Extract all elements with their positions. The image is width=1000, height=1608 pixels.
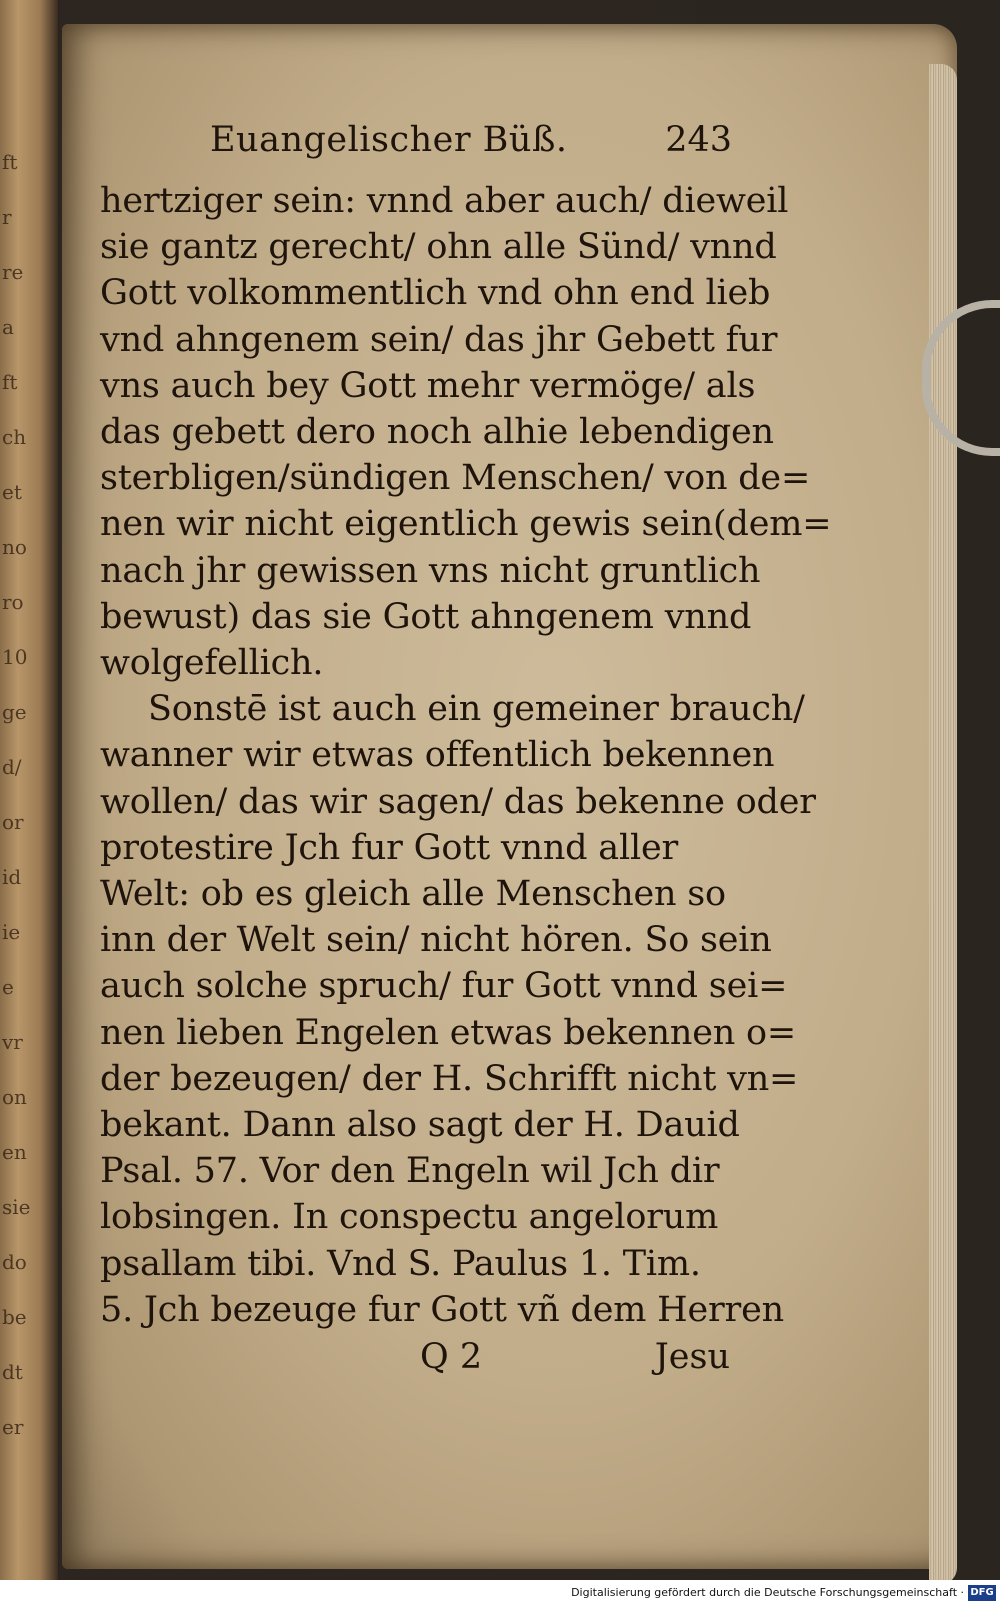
left-page-fragment: do: [2, 1250, 27, 1274]
left-page-fragment: or: [2, 810, 24, 834]
text-line: nen wir nicht eigentlich gewis sein(dem=: [100, 504, 832, 545]
text-line: wolgefellich.: [100, 643, 324, 684]
catchword: Jesu: [654, 1337, 730, 1378]
text-line: das gebett dero noch alhie lebendigen: [100, 412, 774, 453]
text-line: hertziger sein: vnnd aber auch/ dieweil: [100, 181, 789, 221]
page-foot: [100, 1337, 740, 1397]
left-page-fragment: 10: [2, 645, 28, 669]
text-line: wanner wir etwas offentlich bekennen: [100, 735, 775, 776]
running-title: Euangelischer Büß.: [210, 120, 568, 160]
left-page-fragment: ro: [2, 590, 24, 614]
left-page-fragment: ie: [2, 920, 21, 944]
left-page-fragment: d/: [2, 755, 22, 779]
text-line: vns auch bey Gott mehr vermöge/ als: [100, 365, 756, 406]
text-line: Gott volkommentlich vnd ohn end lieb: [100, 273, 771, 314]
text-line: 5. Jch bezeuge fur Gott vñ dem Herren: [100, 1289, 784, 1330]
text-line: nach jhr gewissen vns nicht gruntlich: [100, 550, 761, 591]
text-line: bewust) das sie Gott ahngenem vnnd: [100, 596, 752, 637]
running-header: [100, 120, 740, 178]
text-line: der bezeugen/ der H. Schrifft nicht vn=: [100, 1058, 799, 1099]
text-line: vnd ahngenem sein/ das jhr Gebett fur: [100, 319, 778, 360]
left-page-fragment: ft: [2, 370, 18, 394]
left-page-fragment: no: [2, 535, 27, 559]
left-page-fragment: e: [2, 975, 14, 999]
text-line: nen lieben Engelen etwas bekennen o=: [100, 1012, 796, 1053]
left-page-edge: [0, 0, 58, 1580]
left-page-fragment: id: [2, 865, 22, 889]
page-edge: [929, 64, 957, 1584]
left-page-fragment: ge: [2, 700, 27, 724]
left-page-fragment: on: [2, 1085, 27, 1109]
left-page-fragment: et: [2, 480, 22, 504]
text-line: lobsingen. In conspectu angelorum: [100, 1197, 719, 1238]
text-line: sterbligen/sündigen Menschen/ von de=: [100, 458, 811, 499]
digitization-footer: [0, 1580, 1000, 1608]
left-page-fragment: vr: [2, 1030, 23, 1054]
text-line: psallam tibi. Vnd S. Paulus 1. Tim.: [100, 1243, 701, 1284]
page-number: 243: [665, 120, 732, 160]
text-line: protestire Jch fur Gott vnnd aller: [100, 827, 678, 868]
signature-mark: Q 2: [420, 1337, 483, 1378]
text-line: wollen/ das wir sagen/ das bekenne oder: [100, 781, 816, 822]
left-page-fragment: dt: [2, 1360, 23, 1384]
text-line: sie gantz gerecht/ ohn alle Sünd/ vnnd: [100, 227, 777, 268]
left-page-fragment: re: [2, 260, 24, 284]
text-line: Psal. 57. Vor den Engeln wil Jch dir: [100, 1151, 720, 1192]
text-line: bekant. Dann also sagt der H. Dauid: [100, 1105, 740, 1146]
text-line: inn der Welt sein/ nicht hören. So sein: [100, 920, 772, 961]
left-page-fragment: ft: [2, 150, 18, 174]
left-page-fragment: sie: [2, 1195, 31, 1219]
dfg-logo: DFG: [968, 1585, 996, 1601]
left-page-fragment: ch: [2, 425, 27, 449]
body-text: [100, 178, 832, 1333]
text-line: Welt: ob es gleich alle Menschen so: [100, 874, 726, 915]
left-page-fragment: r: [2, 205, 12, 229]
page-text: [100, 120, 832, 1397]
footer-credit: Digitalisierung gefördert durch die Deutsche Forschungsgemeinschaft ·: [571, 1586, 964, 1599]
text-line: auch solche spruch/ fur Gott vnnd sei=: [100, 966, 788, 1007]
left-page-fragment: be: [2, 1305, 27, 1329]
left-page-fragment: en: [2, 1140, 27, 1164]
left-page-fragment: er: [2, 1415, 24, 1439]
left-page-fragment: a: [2, 315, 14, 339]
text-line: Sonstē ist auch ein gemeiner brauch/: [148, 689, 805, 730]
